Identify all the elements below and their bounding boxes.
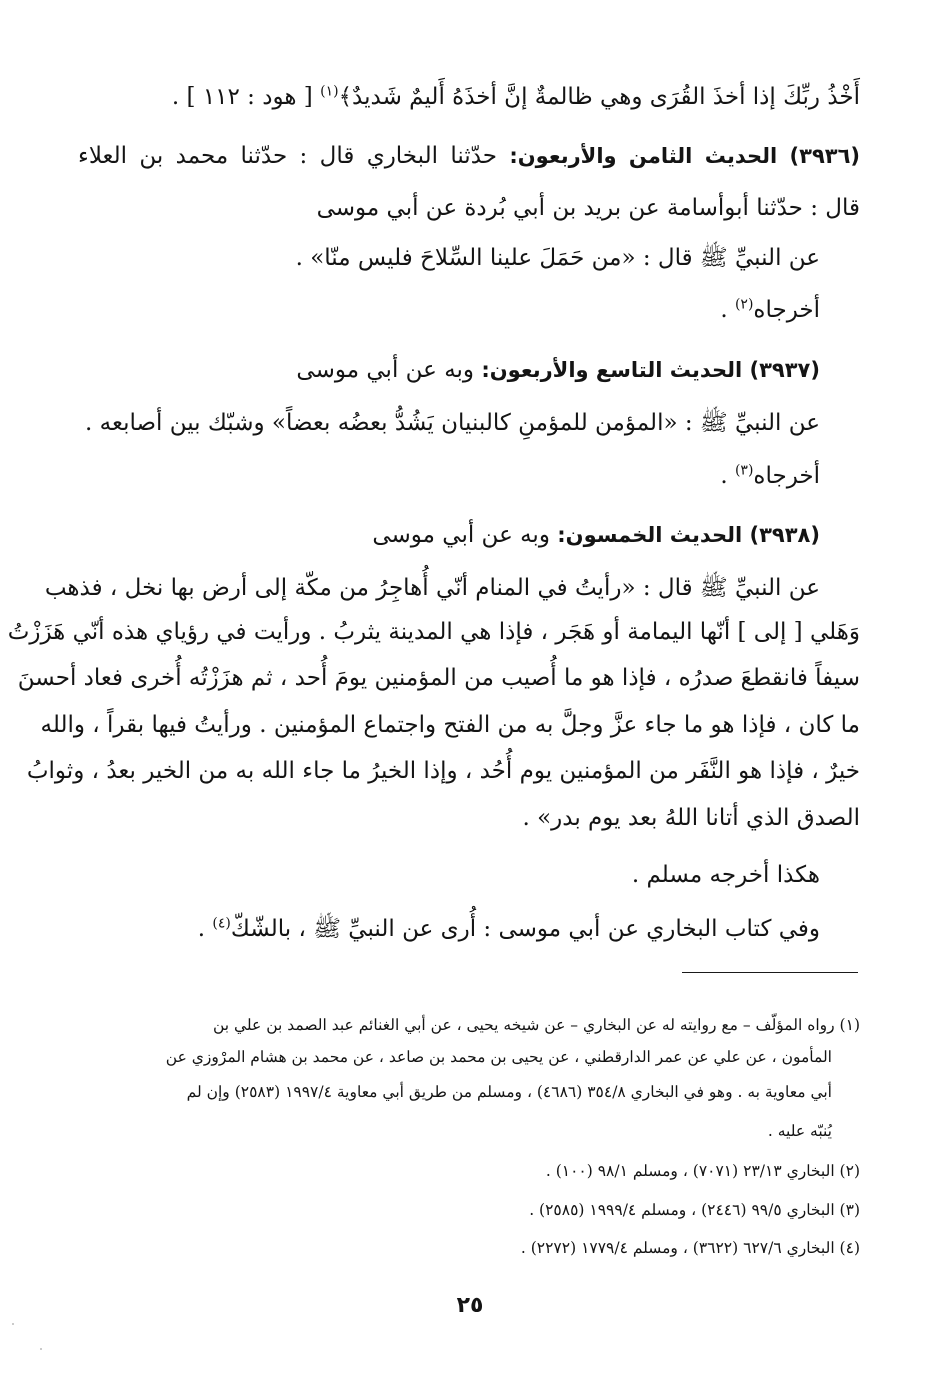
hadith-3938-matn-line-6: الصدق الذي أتانا اللهُ بعد يوم بدر» . — [522, 805, 860, 831]
footnote-2: (٢) البخاري ٢٣/١٣ (٧٠٧١) ، ومسلم ٩٨/١ (١٠٠) . — [545, 1162, 860, 1180]
comment-text: وفي كتاب البخاري عن أبي موسى : أُرى عن النبيِّ ﷺ ، بالشّكّ — [230, 916, 820, 942]
footnote-3: (٣) البخاري ٩٩/٥ (٢٤٤٦) ، ومسلم ١٩٩٩/٤ (٢٥٨٥) . — [529, 1201, 860, 1219]
scan-speck — [12, 1323, 14, 1325]
hadith-3936-line-2: قال : حدّثنا أبوأسامة عن بريد بن أبي بُردة عن أبي موسى — [316, 195, 860, 221]
hadith-3937-takhrij: أخرجاه$^{(٣)}$ . — [720, 462, 820, 489]
hadith-3938-matn-line-1: عن النبيِّ ﷺ قال : «رأيتُ في المنام أنّي أُهاجِرُ من مكّة إلى أرض بها نخل ، فذهب — [44, 575, 820, 601]
hadith-3938-heading: (٣٩٣٨) الحديث الخمسون: — [557, 523, 820, 547]
footnote-ref-1[interactable]: (١) — [320, 83, 339, 100]
footnote-ref-2[interactable]: (٢) — [734, 296, 754, 313]
footnote-1-line-4: يُنبّه عليه . — [767, 1122, 832, 1140]
hadith-3938-matn-line-4: ما كان ، فإذا هو ما جاء عزَّ وجلَّ به من الفتح واجتماع المؤمنين . ورأيتُ فيها بقراً ، والله — [40, 712, 860, 738]
hadith-3938-isnad: وبه عن أبي موسى — [372, 522, 550, 548]
footnote-1-line-3: أبي معاوية به . وهو في البخاري ٣٥٤/٨ (٤٦٨٦) ، ومسلم من طريق أبي معاوية ١٩٩٧/٤ (٢٥٨٣) وإن لم — [186, 1083, 832, 1101]
hadith-3937-isnad: وبه عن أبي موسى — [296, 357, 475, 383]
verse-text: أَخْذُ ربِّكَ إذا أخذَ القُرَى وهي ظالمةٌ إنَّ أخذَهُ أَليمٌ شَديدٌ﴾ — [338, 84, 860, 110]
footnote-ref-4[interactable]: (٤) — [212, 915, 231, 932]
hadith-3937-line-1 — [78, 355, 820, 385]
hadith-3938-matn-line-5: خيرٌ ، فإذا هو النَّفَر من المؤمنين يوم أُحُد ، وإذا الخيرُ ما جاء الله به من الخير بعدُ ، وثوابُ — [26, 758, 860, 784]
hadith-3936-takhrij: أخرجاه$^{(٢)}$ . — [720, 296, 820, 323]
hadith-3936-heading: (٣٩٣٦) الحديث الثامن والأربعون: — [509, 144, 861, 168]
scan-speck — [40, 1348, 42, 1350]
hadith-3937-heading: (٣٩٣٧) الحديث التاسع والأربعون: — [481, 358, 820, 382]
takhrij-text: أخرجاه — [753, 463, 820, 489]
hadith-3936-isnad: حدّثنا البخاري قال : حدّثنا محمد بن العلاء — [78, 143, 497, 169]
footnote-separator — [682, 972, 858, 973]
page-number: ٢٥ — [456, 1293, 484, 1318]
hadith-3938-line-1 — [78, 520, 820, 550]
footnote-1-line-1: (١) رواه المؤلّف – مع روايته له عن البخاري – عن شيخه يحيى ، عن أبي الغنائم عبد الصمد بن علي بن — [212, 1016, 860, 1034]
footnote-4: (٤) البخاري ٦٢٧/٦ (٣٦٢٢) ، ومسلم ١٧٧٩/٤ (٢٢٧٢) . — [520, 1239, 860, 1257]
verse-citation: [ هود : ١١٢ ] . — [171, 84, 313, 110]
hadith-3938-matn-line-2: وَهَلي [ إلى ] أنّها اليمامة أو هَجَر ، فإذا هي المدينة يثربُ . ورأيت في رؤياي هذه أنّي هَزَزْتُ — [7, 619, 860, 645]
hadith-3938-matn-line-3: سيفاً فانقطعَ صدرُه ، فإذا هو ما أُصيب من المؤمنين يومَ أُحد ، ثم هزَزْتُه أُخرى فعاد أحسنَ — [17, 665, 860, 691]
quran-verse-line — [78, 82, 860, 112]
hadith-3936-matn: عن النبيِّ ﷺ قال : «من حَمَلَ علينا السِّلاحَ فليس منّا» . — [295, 245, 820, 271]
comment-line-2 — [78, 914, 820, 944]
hadith-3937-matn: عن النبيِّ ﷺ : «المؤمن للمؤمنِ كالبنيان يَشُدُّ بعضُه بعضاً» وشبّك بين أصابعه . — [85, 410, 820, 436]
comment-line-1: هكذا أخرجه مسلم . — [631, 862, 820, 888]
takhrij-text: أخرجاه — [753, 297, 820, 323]
comment-end: . — [197, 916, 206, 942]
footnote-ref-3[interactable]: (٣) — [734, 462, 754, 479]
footnote-1-line-2: المأمون ، عن علي عن عمر الدارقطني ، عن يحيى بن محمد بن صاعد ، عن محمد بن هشام المرْوزي عن — [165, 1048, 832, 1066]
hadith-3936-line-1 — [78, 141, 860, 171]
